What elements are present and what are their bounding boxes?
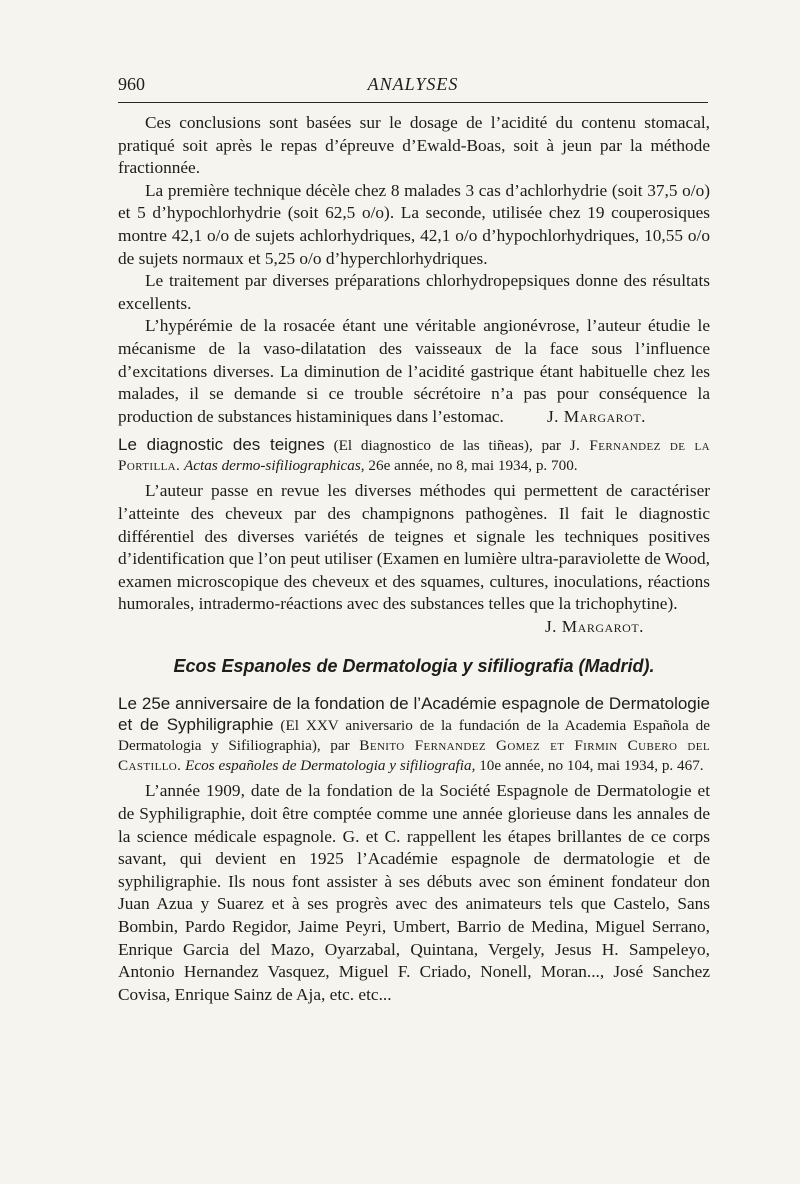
article1-paragraph-1: Ces conclusions sont basées sur le dosage de l’acidité du contenu stomacal, pratiqué soit après le repas d’épreuve d’Ewald-Boas, soit à jeun par la méthode fractionnée. (118, 113, 710, 178)
article3-body: L’année 1909, date de la fondation de la Société Espagnole de Dermatologie et de Syphiligraphie, doit être comptée comme une année glorieuse dans les annales de la science médicale espagnole. G. et C. rappellent les étapes brillantes de ce corps savant, qui devient en 1925 l’Académie espagnole de dermatologie et de syphiligraphie. Ils nous font assister à ses débuts avec son éminent fondateur don Juan Azua y Suarez et à ses progrès avec des animateurs tels que Castelo, Sans Bombin, Pardo Regidor, Jaime Peyri, Umbert, Barrio de Medina, Miguel Serrano, Enrique Garcia del Mazo, Oyarzabal, Quintana, Vergely, Jesus H. Sampeleyo, Antonio Hernandez Vasquez, Miguel F. Criado, Nonell, Moran..., José Sanchez Covisa, Enrique Sainz de Aja, etc. etc... (118, 781, 710, 1004)
article2-heading (118, 435, 710, 476)
article2-body: L’auteur passe en revue les diverses méthodes qui permettent de caractériser l’atteinte des cheveux par des champignons pathogènes. Il fait le diagnostic différentiel des diverses variétés de teignes et signale les techniques positives d’identification que l’on peut utiliser (Examen en lumière ultra-paraviolette de Wood, examen microscopique des cheveux et des squames, cultures, inoculations, réactions humorales, intradermo-réactions avec des substances telles que la trichophytine). (118, 481, 710, 614)
article3-title: Le 25e anniversaire de la fondation de l’Académie espagnole de Dermatologie et de Syphiligraphie (118, 694, 710, 735)
article1-paragraph-4-text: L’hypérémie de la rosacée étant une véritable angionévrose, l’auteur étudie le mécanisme de la vaso-dilatation des vaisseaux de la face sous l’influence d’excitations diverses. La diminution de l’acidité gastrique étant habituelle chez les malades, il se demande si ce trouble sécrétoire n’a pas pour conséquence la production de substances histaminiques dans l’estomac. (118, 316, 710, 426)
page-header (118, 74, 708, 100)
page-body (118, 112, 710, 1006)
article1-paragraph-2: La première technique décèle chez 8 malades 3 cas d’achlorhydrie (soit 37,5 o/o) et 5 d’hypochlorhydrie (soit 62,5 o/o). La seconde, utilisée chez 19 couperosiques montre 42,1 o/o de sujets achlorhydriques, 42,1 o/o d’hypochlorhydriques, 10,55 o/o de sujets normaux et 5,25 o/o d’hyperchlorhydriques. (118, 180, 710, 268)
journal-heading: Ecos Espanoles de Dermatologia y sifiliografia (Madrid). (173, 656, 655, 677)
article1-paragraph-4 (118, 315, 710, 428)
article2-details: 26e année, no 8, mai 1934, p. 700. (368, 457, 578, 475)
article1-signature: J. Margarot. (546, 406, 646, 426)
page-number: 960 (118, 74, 145, 94)
article1-paragraph-3: Le traitement par diverses préparations chlorhydropepsiques donne des résultats excellents. (118, 271, 710, 313)
article2-title: Le diagnostic des teignes (118, 435, 325, 455)
article2-authors: J. Fernandez de la Portilla. (118, 437, 711, 475)
header-rule (118, 102, 708, 103)
article2-signature: J. Margarot. (544, 616, 644, 636)
article3-authors: Benito Fernandez Gomez et Firmin Cubero del Castillo. (118, 737, 710, 775)
article2-journal: Actas dermo-sifiliographicas, (184, 457, 365, 475)
article3-subtitle: (El XXV aniversario de la fundación de la Academia Española de Dermatologia y Sifiliographia), par (118, 717, 710, 755)
article3-details: 10e année, no 104, mai 1934, p. 467. (479, 757, 704, 775)
article3-heading (118, 694, 710, 776)
running-head: ANALYSES (367, 74, 459, 94)
article3-journal: Ecos españoles de Dermatologia y sifiliografia, (185, 757, 476, 775)
article2-subtitle: (El diagnostico de las tiñeas), par (333, 437, 561, 455)
